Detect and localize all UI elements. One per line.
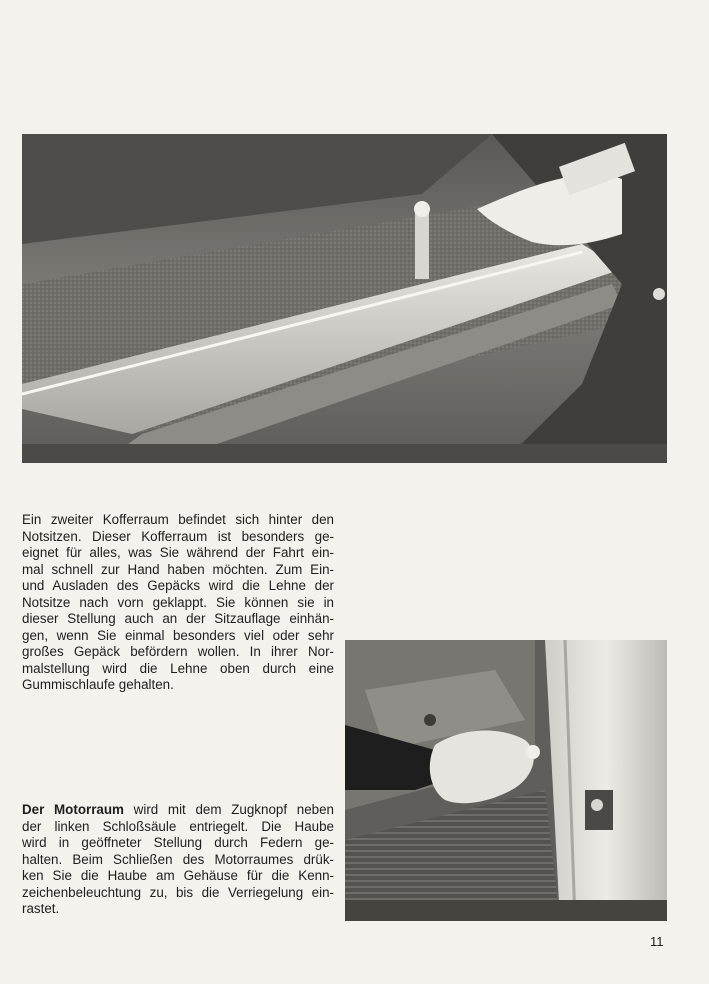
paragraph2-lead: Der Motorraum bbox=[22, 802, 124, 817]
paragraph1-line: gen, wenn Sie einmal besonders viel oder sehr bbox=[22, 627, 334, 643]
paragraph2-line: ken Sie die Haube am Gehäuse für die Kenn- bbox=[22, 868, 334, 883]
paragraph2-line: wird in geöffneter Stellung durch Federn ge- bbox=[22, 835, 334, 850]
paragraph2-line: halten. Beim Schließen des Motorraumes drük- bbox=[22, 851, 334, 867]
page-number: 11 bbox=[650, 934, 664, 949]
paragraph2-line: zeichenbeleuchtung zu, bis die Verriegelung ein- bbox=[22, 884, 334, 900]
paragraph1-line: Ein zweiter Kofferraum befindet sich hinter den bbox=[22, 512, 334, 527]
photo-bottom-illustration bbox=[345, 640, 667, 921]
photo-rear-luggage-compartment bbox=[22, 134, 667, 463]
paragraph1-line: malstellung wird die Lehne oben durch eine bbox=[22, 660, 334, 676]
paragraph1-line: und Ausladen des Gepäcks wird die Lehne der bbox=[22, 578, 334, 593]
paragraph1-line: großes Gepäck befördern wollen. In ihrer Nor- bbox=[22, 644, 334, 659]
paragraph2-line: der linken Schloßsäule entriegelt. Die Haube bbox=[22, 818, 334, 834]
paragraph2-first-line-rest: wird mit dem Zugknopf neben bbox=[123, 802, 334, 817]
photo-engine-hood-release bbox=[345, 640, 667, 921]
paragraph1-line: eignet für alles, was Sie während der Fahrt ein- bbox=[22, 545, 334, 560]
paragraph1-line: Notsitzen. Dieser Kofferraum ist besonders ge- bbox=[22, 528, 334, 544]
paragraph1-line: mal schnell zur Hand haben möchten. Zum Ein- bbox=[22, 561, 334, 577]
paragraph1-line: Notsitze nach vorn geklappt. Sie können sie in bbox=[22, 594, 334, 610]
photo-top-illustration bbox=[22, 134, 667, 463]
paragraph1-line: Gummischlaufe gehalten. bbox=[22, 677, 174, 692]
paragraph-rear-luggage bbox=[22, 512, 334, 694]
paragraph1-line: dieser Stellung auch an der Sitzauflage einhän- bbox=[22, 611, 334, 626]
paragraph2-line: rastet. bbox=[22, 901, 60, 916]
paragraph-engine-compartment bbox=[22, 802, 334, 918]
paragraph2-line bbox=[22, 802, 334, 819]
